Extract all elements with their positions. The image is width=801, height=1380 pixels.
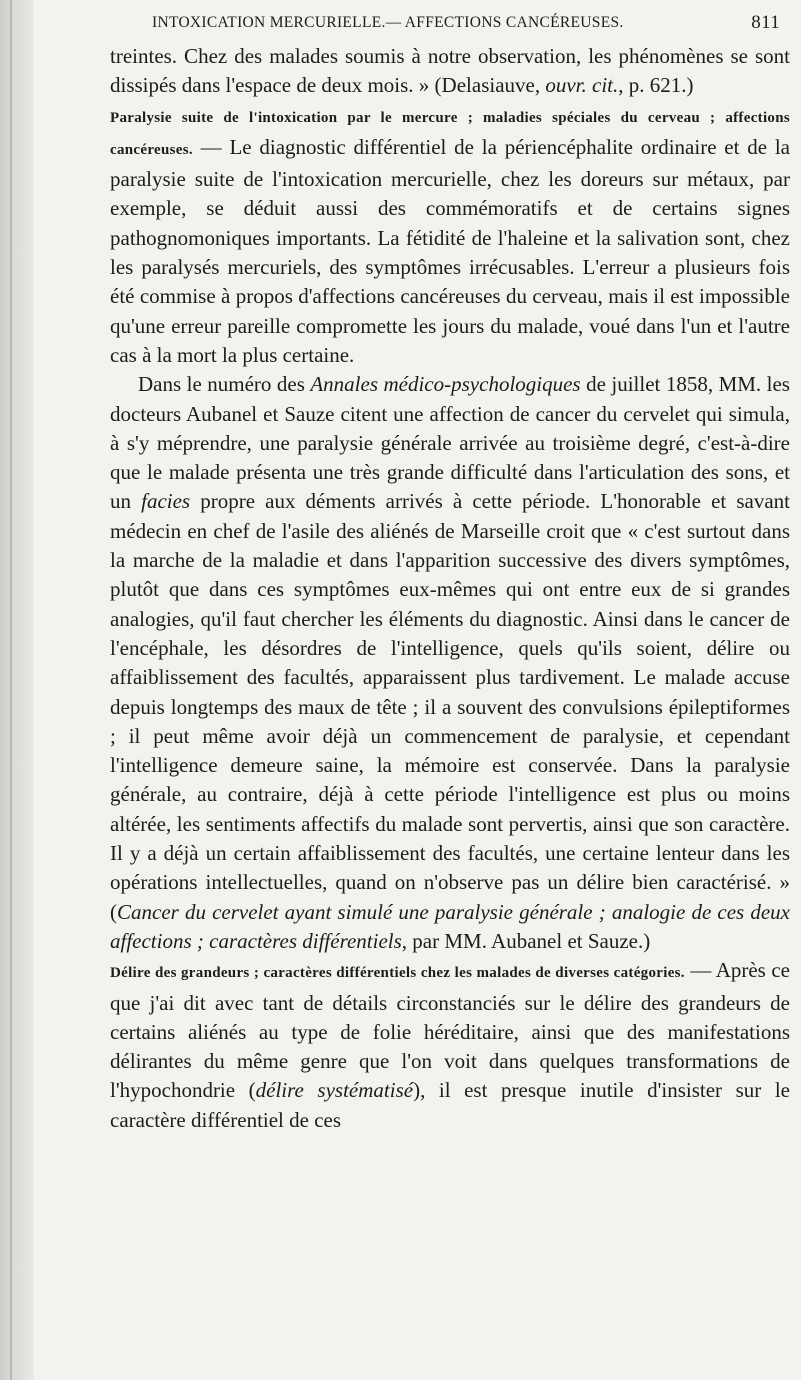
text-run: , par MM. Aubanel et Sauze.) [401, 928, 651, 953]
text-run: — Après ce que j'ai dit avec tant de détails circonstanciés sur le délire des grandeurs de certains aliénés au type de folie héréditaire, ainsi que des manifestations délirantes du même genre que l'on voit dans quelques transformations de l'hypochondrie ( [110, 958, 790, 1103]
text-run: propre aux déments arrivés à cette période. L'honorable et savant médecin en chef de l'asile des aliénés de Marseille croit que « c'est surtout dans la marche de la maladie et dans l'apparition successive des divers symptômes, plutôt que dans ces symptômes eux-mêmes qui ont entre eux de si grandes analogies, qu'il faut chercher les éléments du diagnostic. Ainsi dans le cancer de l'encéphale, les désordres de l'intelligence, quels qu'ils soient, délire ou affaiblissement des facultés, apparaissent plus tardivement. Le malade accuse depuis longtemps des maux de tête ; il a souvent des convulsions épileptiformes ; il peut même avoir déjà un commencement de paralysie, et cependant l'intelligence demeure saine, la mémoire est conservée. Dans la paralysie générale, au contraire, déjà à cette période l'intelligence est plus ou moins altérée, les sentiments affectifs du malade sont pervertis, ainsi que son caractère. Il y a déjà un certain affaiblissement des facultés, une certaine lenteur dans les opérations intellectuelles, quand on n'observe pas un délire bien caractérisé. » ( [110, 489, 790, 924]
book-binding-gutter [0, 0, 34, 1380]
term-italic: facies [141, 489, 191, 514]
paragraph-annales [110, 370, 790, 956]
binding-edge-line [10, 0, 12, 1380]
journal-title-italic: Annales médico-psychologiques [310, 372, 581, 397]
text-run: ), il est presque inutile d'insister sur le caractère différentiel de ces [110, 1078, 790, 1132]
section-heading-paralysie: Paralysie suite de l'intoxication par le mercure ; maladies spéciales du cerveau ; affections cancéreuses. [110, 109, 790, 158]
citation-italic: ouvr. cit. [545, 73, 619, 98]
text-run: treintes. Chez des malades soumis à notre observation, les phénomènes se sont dissipés dans l'espace de deux mois. » (Delasiauve, [110, 44, 790, 98]
text-run: de juillet 1858, MM. les docteurs Aubanel et Sauze citent une affection de cancer du cervelet qui simula, à s'y méprendre, une paralysie générale arrivée au troisième degré, c'est-à-dire que le malade présenta une très grande difficulté dans l'articulation des sons, et un [110, 372, 790, 514]
running-head-title: INTOXICATION MERCURIELLE.— AFFECTIONS CANCÉREUSES. [152, 14, 624, 31]
paragraph-continuation [110, 42, 790, 101]
article-title-italic: Cancer du cervelet ayant simulé une paralysie générale ; analogie de ces deux affections ; caractères différentiels [110, 899, 790, 953]
running-head [152, 10, 780, 36]
body-text [110, 42, 790, 1135]
section-heading-delire: Délire des grandeurs ; caractères différentiels chez les malades de diverses catégories. [110, 965, 685, 982]
paragraph-delire [110, 956, 790, 1135]
text-run: Dans le numéro des [138, 372, 311, 397]
term-italic: délire systématisé [255, 1078, 414, 1103]
text-run: , p. 621.) [618, 73, 694, 98]
page-number: 811 [751, 12, 780, 33]
text-run: — Le diagnostic différentiel de la périencéphalite ordinaire et de la paralysie suite de l'intoxication mercurielle, chez les doreurs sur métaux, par exemple, se déduit aussi des commémoratifs et de certains signes pathognomoniques importants. La fétidité de l'haleine et la salivation sont, chez les paralysés mercuriels, des symptômes irrécusables. L'erreur a plusieurs fois été commise à propos d'affections cancéreuses du cerveau, mais il est impossible qu'une erreur pareille compromette les jours du malade, voué dans l'un et l'autre cas à la mort la plus certaine. [110, 134, 790, 367]
book-page [34, 0, 801, 1380]
paragraph-paralysie [110, 101, 790, 371]
